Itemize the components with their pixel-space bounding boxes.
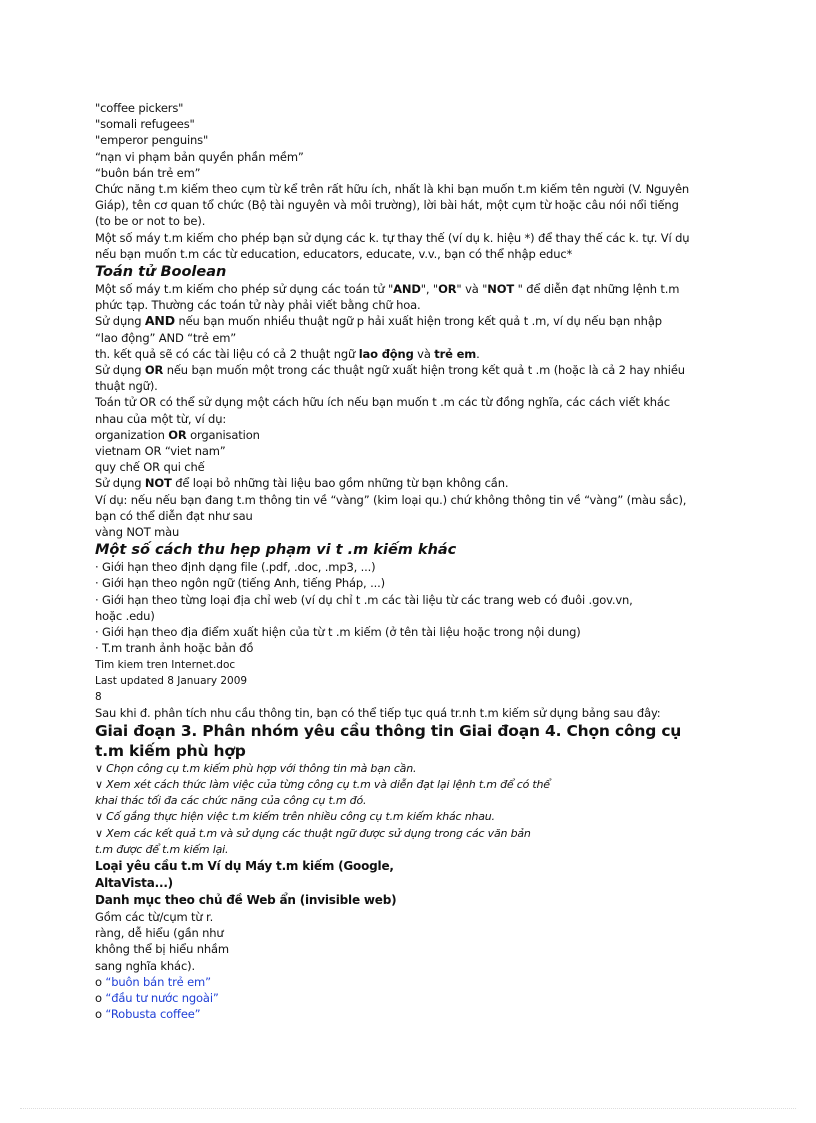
example-phrase: o “Robusta coffee”	[95, 1007, 201, 1022]
table-cell: Gồm các từ/cụm từ r.	[95, 909, 214, 924]
paragraph-and: Sử dụng AND nếu bạn muốn nhiều thuật ngữ p hải xuất hiện trong kết quả t .m, ví dụ nếu bạn nhập “lao động” AND “trẻ em”	[95, 313, 662, 345]
heading-boolean: Toán tử Boolean	[95, 264, 227, 281]
paragraph-wildcard: Một số máy t.m kiếm cho phép bạn sử dụng các k. tự thay thế (ví dụ k. hiệu *) để thay thế các k. tự. Ví dụ nếu bạn muốn t.m các từ education, educators, educate, v.v., bạn có thể nhập educ*	[95, 230, 690, 261]
heading-stages: Giai đoạn 3. Phân nhóm yêu cầu thông tin Giai đoạn 4. Chọn công cụ t.m kiếm phù hợp	[95, 721, 682, 760]
paragraph-next-steps: Sau khi đ. phân tích nhu cầu thông tin, bạn có thể tiếp tục quá tr.nh t.m kiếm sử dụng bảng sau đây:	[95, 705, 661, 720]
quoted-phrase: "somali refugees"	[95, 117, 195, 132]
table-header: Loại yêu cầu t.m Ví dụ Máy t.m kiếm (Google,	[95, 858, 394, 873]
bullet-item: · T.m tranh ảnh hoặc bản đồ	[95, 641, 254, 656]
example-or-1: organization OR organisation	[95, 427, 260, 442]
paragraph-or: Sử dụng OR nếu bạn muốn một trong các thuật ngữ xuất hiện trong kết quả t .m (hoặc là cả 2 hay nhiều thuật ngữ).	[95, 363, 685, 394]
checklist-item: ∨ Chọn công cụ t.m kiếm phù hợp với thông tin mà bạn cần.	[95, 761, 417, 775]
page-bottom-divider	[20, 1108, 796, 1109]
footer-filename: Tim kiem tren Internet.doc	[95, 658, 236, 671]
example-not: vàng NOT màu	[95, 525, 180, 540]
checklist-item: ∨ Xem xét cách thức làm việc của từng công cụ t.m và diễn đạt lại lệnh t.m để có thể	[95, 777, 550, 791]
table-cell: không thể bị hiểu nhầm	[95, 942, 229, 957]
bullet-item: · Giới hạn theo định dạng file (.pdf, .doc, .mp3, ...)	[95, 560, 376, 575]
table-cell: ràng, dễ hiểu (gần như	[95, 926, 224, 941]
checklist-item: ∨ Xem các kết quả t.m và sử dụng các thuật ngữ được sử dụng trong các văn bản	[95, 826, 531, 840]
bullet-item: · Giới hạn theo địa điểm xuất hiện của từ t .m kiếm (ở tên tài liệu hoặc trong nội dung)	[95, 625, 581, 640]
example-or-3: quy chế OR qui chế	[95, 460, 205, 475]
quoted-phrase: “nạn vi phạm bản quyền phần mềm”	[95, 149, 304, 164]
checklist-item: t.m được để t.m kiếm lại.	[95, 842, 229, 856]
document-page	[95, 100, 695, 1022]
table-header: Danh mục theo chủ đề Web ẩn (invisible web)	[95, 892, 397, 907]
paragraph-phrase-search: Chức năng t.m kiếm theo cụm từ kể trên rất hữu ích, nhất là khi bạn muốn t.m kiếm tên người (V. Nguyên Giáp), tên cơ quan tổ chức (Bộ tài nguyên và môi trường), lời bài hát, một cụm từ hoặc câu nói nổi tiếng (to be or not to be).	[95, 182, 690, 229]
example-phrase: o “đầu tư nước ngoài”	[95, 990, 219, 1005]
checklist-item: khai thác tối đa các chức năng của công cụ t.m đó.	[95, 794, 367, 808]
heading-narrow-search: Một số cách thu hẹp phạm vi t .m kiếm khác	[95, 542, 457, 559]
quoted-phrase: “buôn bán trẻ em”	[95, 165, 201, 180]
table-cell: sang nghĩa khác).	[95, 958, 195, 973]
checklist-item: ∨ Cố gắng thực hiện việc t.m kiếm trên nhiều công cụ t.m kiếm khác nhau.	[95, 810, 495, 824]
paragraph-boolean-intro: Một số máy t.m kiếm cho phép sử dụng các toán tử "AND", "OR" và "NOT " để diễn đạt những lệnh t.m phức tạp. Thường các toán tử này phải viết bằng chữ hoa.	[95, 282, 680, 313]
paragraph-not: Sử dụng NOT để loại bỏ những tài liệu bao gồm những từ bạn không cần.	[95, 476, 509, 491]
table-header: AltaVista...)	[95, 875, 173, 890]
quoted-phrase: "emperor penguins"	[95, 133, 209, 148]
example-or-2: vietnam OR “viet nam”	[95, 444, 226, 459]
bullet-item: · Giới hạn theo ngôn ngữ (tiếng Anh, tiếng Pháp, ...)	[95, 576, 385, 591]
paragraph-or-usage: Toán tử OR có thể sử dụng một cách hữu ích nếu bạn muốn t .m các từ đồng nghĩa, các cách viết khác nhau của một từ, ví dụ:	[95, 395, 670, 426]
footer-page-number: 8	[95, 690, 102, 703]
paragraph-and-result: th. kết quả sẽ có các tài liệu có cả 2 thuật ngữ lao động và trẻ em.	[95, 346, 480, 361]
example-phrase: o “buôn bán trẻ em”	[95, 974, 211, 989]
paragraph-not-example: Ví dụ: nếu nếu bạn đang t.m thông tin về “vàng” (kim loại qu.) chứ không thông tin về “vàng” (màu sắc), bạn có thể diễn đạt như sau	[95, 492, 687, 523]
quoted-phrase: "coffee pickers"	[95, 101, 184, 115]
footer-updated: Last updated 8 January 2009	[95, 674, 248, 687]
bullet-item: · Giới hạn theo từng loại địa chỉ web (ví dụ chỉ t .m các tài liệu từ các trang web có đuôi .gov.vn, hoặc .edu)	[95, 592, 633, 623]
